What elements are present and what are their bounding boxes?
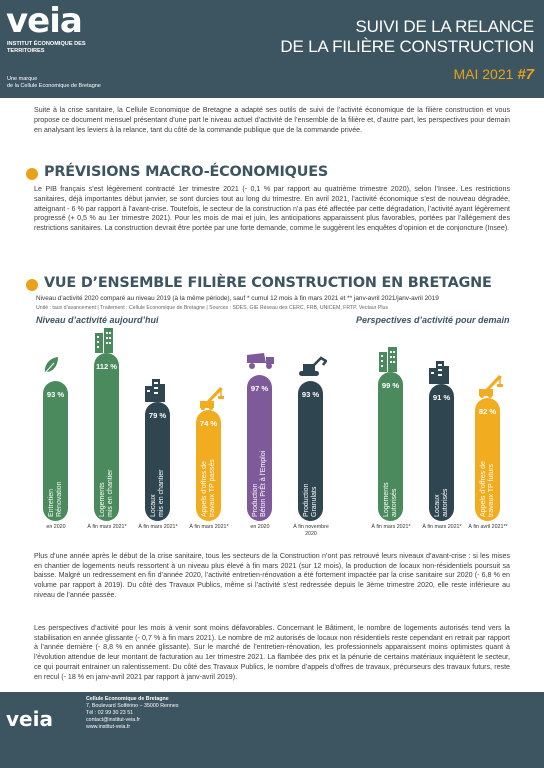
marque-text xyxy=(7,76,101,90)
footer-web[interactable]: www.institut-veia.fr xyxy=(86,724,131,730)
bar-category-label xyxy=(303,409,318,517)
macro-paragraph: Le PIB français s’est légèrement contracté 1er trimestre 2021 (- 0,1 % par rapport au quatrième trimestre 2020), selon l’Insee. Les restrictions sanitaires, déjà importantes début janvier, se sont durcies tout au long du trimestre. En avril 2021, l’activité économique s’est de nouveau dégradée, atteignant - 6 % par rapport à l’avant-crise. Toutefois, le secteur de la construction n’a pas été affectée par cette dégradation, l’activité ayant légèrement progressé (+ 0,5 % au 1er trimestre 2021). Pour les mois de mai et juin, les anticipations apparaissent plus favorables, portées par l’allégement des restrictions sanitaires. La construction devrait être portée par une forte demande, comme le suggèrent les enquêtes d’opinion et de conjoncture (Insee). xyxy=(34,185,510,233)
bar-period-label: À fin mars 2021* xyxy=(138,524,178,530)
intro-paragraph: Suite à la crise sanitaire, la Cellule Economique de Bretagne a adapté ses outils de suivi de l’activité économique de la filière construction et vous propose ce document mensuel présentant d’une part le niveau actuel d’activité de l’ensemble de la filière et, d’autre part, les perspectives pour demain en analysant les leviers à la relance, tant du côté de la commande publique que de la commande privée. xyxy=(34,106,510,134)
right-column-label: Perspectives d’activité pour demain xyxy=(356,315,510,325)
footer-contact xyxy=(86,696,178,731)
veia-logo: veia xyxy=(6,1,82,41)
chart-source: Unité : taux d’avancement | Traitement : Cellule Economique de Bretagne | Sources : SDES, GIE Réseau des CERC, FRB, UNICEM, FRTP, Vectaur Plus xyxy=(36,305,388,311)
bar-label-line-1: Locaux xyxy=(150,494,157,517)
overview-paragraph-2: Les perspectives d’activité pour les mois à venir sont moins défavorables. Concernant le Bâtiment, le nombre de logements autorisés tend vers la stabilisation en année glissante (- 0,7 % à fin mars 2021). Le nombre de m2 autorisés de locaux non résidentiels reste cependant en retrait par rapport à l’année dernière (- 8,8 % en année glissante). Sur le marché de l’entretien-rénovation, les professionnels apparaissent moins optimistes quant à l’évolution attendue de leur montant de facturation au 1er trimestre 2021. La flambée des prix et la pénurie de certains matériaux inquiètent le secteur, ce qui pourrait entrainer un ralentissement. Du côté des Travaux Publics, le nombre d’appels d’offres de travaux, précurseurs des travaux futurs, reste en recul (- 18 % en janv-avril 2021 par rapport à janv-avril 2019). xyxy=(34,624,510,681)
bar-category-label xyxy=(201,438,216,517)
bar-period-label: en 2020 xyxy=(46,524,66,530)
bar-value-label: 93 % xyxy=(301,390,320,399)
bar-category-label xyxy=(434,412,449,517)
marque-line-2: de la Cellule Economique de Bretagne xyxy=(7,83,101,89)
excavator-icon xyxy=(297,355,327,382)
bar-category-label xyxy=(48,409,63,517)
section-title-overview: VUE D’ENSEMBLE FILIÈRE CONSTRUCTION EN BRETAGNE xyxy=(44,275,492,291)
bar-category-label xyxy=(150,430,165,517)
bar-period-label: À fin mars 2021* xyxy=(371,524,411,530)
bar-label-line-2: autorisés xyxy=(441,488,449,517)
section-title-macro: PRÉVISIONS MACRO-ÉCONOMIQUES xyxy=(44,164,328,180)
bar-period-label: À fin avril 2021** xyxy=(468,524,508,530)
bar-label-line-2: autorisés xyxy=(390,488,398,517)
bar-label-line-1: Appels d’offres de xyxy=(480,461,487,517)
bar-label-line-2: travaux TP passés xyxy=(208,459,216,517)
bar-label-line-1: Locaux xyxy=(434,494,441,517)
bar-label-line-2: mis en chantier xyxy=(157,469,165,517)
bar-label-line-2: Granulats xyxy=(310,486,318,517)
marque-line-1: Une marque xyxy=(7,76,38,82)
issue-label xyxy=(453,66,534,83)
issue-month: MAI 2021 xyxy=(453,66,514,82)
bar-period-label: en 2020 xyxy=(250,524,270,530)
bar-value-label: 79 % xyxy=(148,411,167,420)
bar-period-label: À fin novembre 2020 xyxy=(293,524,329,537)
bar-category-label xyxy=(383,407,398,517)
bar-category-label xyxy=(99,407,114,517)
bar-label-line-1: Production xyxy=(252,483,259,517)
logo-subtitle: INSTITUT ÉCONOMIQUE DES TERRITOIRES xyxy=(7,41,86,54)
left-column-label: Niveau d’activité aujourd’hui xyxy=(36,315,159,325)
footer-veia-logo: veia xyxy=(6,707,53,731)
bar-value-label: 91 % xyxy=(432,393,451,402)
title-line-2: DE LA FILIÈRE CONSTRUCTION xyxy=(280,37,534,56)
section-bullet-icon xyxy=(26,168,38,180)
bar-value-label: 74 % xyxy=(199,419,218,428)
section-bullet-icon xyxy=(26,279,38,291)
bar-value-label: 112 % xyxy=(95,362,118,371)
document-title xyxy=(280,17,534,57)
bar-value-label: 99 % xyxy=(381,381,400,390)
bar-value-label: 93 % xyxy=(46,390,65,399)
dump-truck-icon xyxy=(246,349,276,376)
bar-label-line-1: Appels d’offres de xyxy=(201,461,208,517)
bar-category-label xyxy=(480,426,495,517)
bar-label-line-2: travaux TP futurs xyxy=(487,463,495,517)
title-line-1: SUIVI DE LA RELANCE xyxy=(355,17,534,36)
footer-org: Cellule Economique de Bretagne xyxy=(86,696,169,702)
bar-label-line-2: Béton PrÊt à l’Emploi xyxy=(259,450,267,517)
bar-label-line-1: Entretien xyxy=(48,488,55,517)
bar-label-line-1: Logements xyxy=(383,482,390,517)
bar-period-label: À fin mars 2021* xyxy=(422,524,462,530)
issue-number: #7 xyxy=(517,66,534,83)
bar-period-label: À fin mars 2021* xyxy=(189,524,229,530)
chart-subtitle: Niveau d’activité 2020 comparé au niveau 2019 (à la même période), sauf * cumul 12 mois à fin mars 2021 et ** janv-avril 2021/janv-avril 2019 xyxy=(36,295,439,302)
bar-label-line-1: Production xyxy=(303,483,310,517)
bar-label-line-2: Rénovation xyxy=(55,481,63,517)
overview-paragraph-1: Plus d’une année après le début de la crise sanitaire, tous les secteurs de la Construction n’ont pas retrouvé leurs niveaux d’avant-crise : si les mises en chantier de logements neufs ressortent à un niveau plus élevé à fin mars 2021 (sur 12 mois), la production de locaux non-résidentiels poursuit sa baisse. Malgré un redressement en fin d’année 2020, l’activité entretien-rénovation a été fortement impactée par la crise sanitaire sur 2020 (- 6,8 % en volume par rapport à 2019). Du côté des Travaux Publics, même si l’activité s’est redressée depuis le 3ème trimestre 2020, elle reste inférieure au niveau de l’année passée. xyxy=(34,552,510,599)
bar-period-label: À fin mars 2021* xyxy=(87,524,127,530)
footer-email[interactable]: contact@institut-veia.fr xyxy=(86,717,140,723)
bar-category-label xyxy=(252,407,267,517)
footer-address: 7, Boulevard Solférino – 35000 Rennes xyxy=(86,703,179,709)
bar-value-label: 82 % xyxy=(478,407,497,416)
page-footer xyxy=(0,692,544,768)
bar-label-line-2: mis en chantier xyxy=(106,469,114,517)
leaf-icon xyxy=(42,355,60,380)
bar-label-line-1: Logements xyxy=(99,482,106,517)
bar-value-label: 97 % xyxy=(250,384,269,393)
footer-phone: Tél : 02 99 30 23 51 xyxy=(86,710,134,716)
